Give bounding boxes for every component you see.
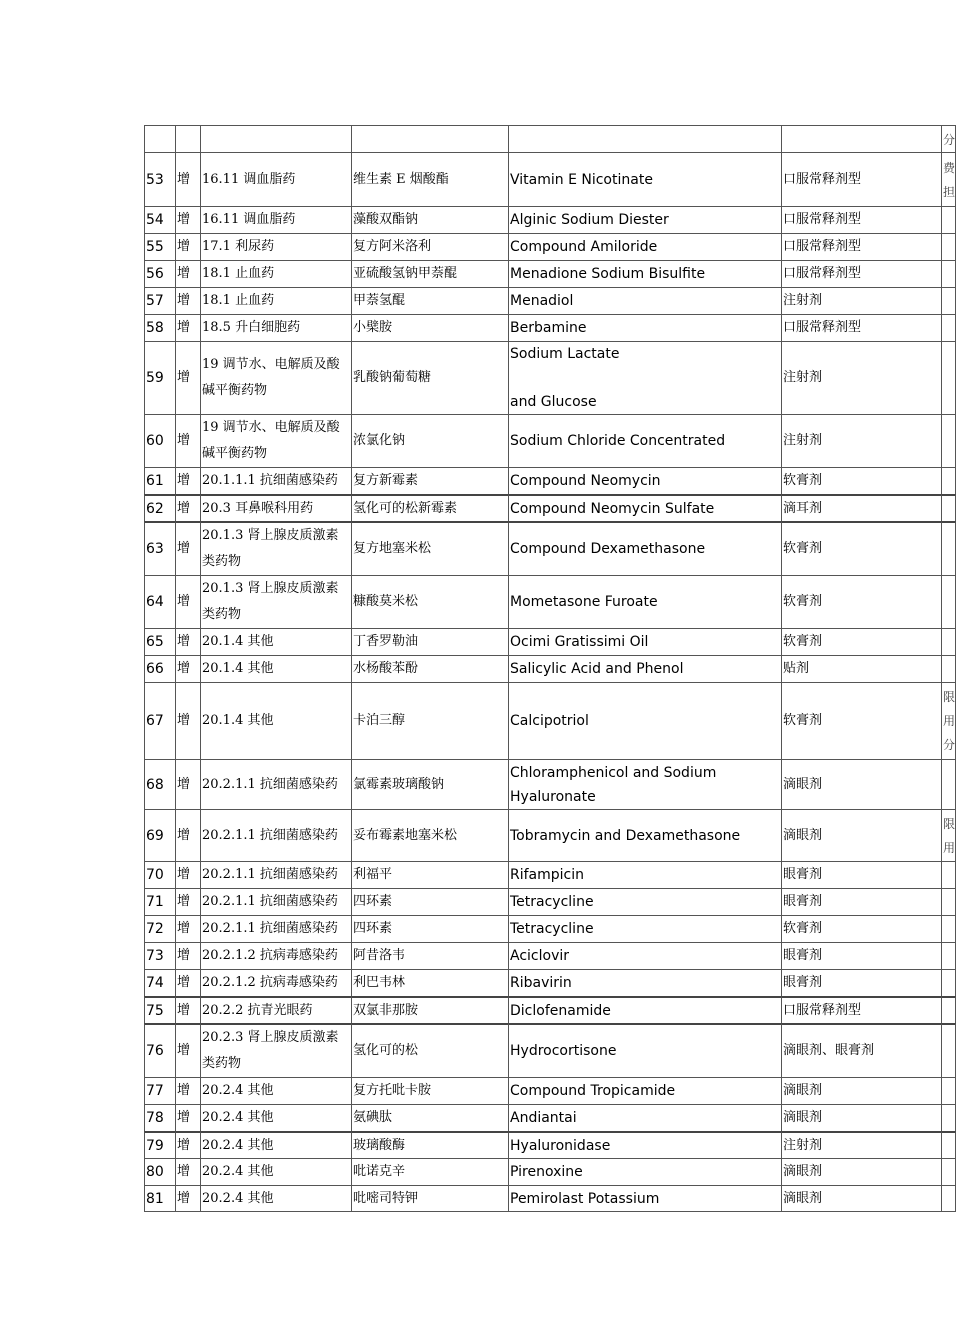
row-category-cell: 19 调节水、电解质及酸碱平衡药物: [200, 414, 351, 467]
row-name-cn-cell: 维生素 E 烟酸酯: [351, 152, 508, 206]
row-category-cell: 20.2.4 其他: [200, 1185, 351, 1212]
row-remark-cell: [941, 1077, 956, 1104]
row-category-cell: 20.2.1.1 抗细菌感染药: [200, 759, 351, 809]
row-category-cell: 20.2.1.2 抗病毒感染药: [200, 969, 351, 996]
row-no-cell: 60: [144, 414, 175, 467]
table-row: [144, 314, 956, 341]
row-remark-cell: [941, 759, 956, 809]
row-remark-cell: [941, 260, 956, 287]
row-form-cell: 滴眼剂: [781, 1185, 941, 1212]
row-form-cell: 眼膏剂: [781, 861, 941, 888]
row-category-cell: 20.1.4 其他: [200, 655, 351, 682]
table-row: [144, 152, 956, 206]
row-remark-cell: [941, 655, 956, 682]
row-no-cell: 76: [144, 1023, 175, 1077]
row-no-cell: 77: [144, 1077, 175, 1104]
row-name-en-cell: Tetracycline: [508, 915, 781, 942]
row-op-cell: 增: [175, 494, 200, 521]
row-form-cell: 口服常释剂型: [781, 152, 941, 206]
row-remark-cell: [941, 628, 956, 655]
row-op-cell: 增: [175, 1104, 200, 1131]
row-form-cell: 滴眼剂、眼膏剂: [781, 1023, 941, 1077]
table-row: [144, 467, 956, 494]
row-op-cell: 增: [175, 942, 200, 969]
row-category-cell: 20.2.1.2 抗病毒感染药: [200, 942, 351, 969]
row-name-en-cell: Berbamine: [508, 314, 781, 341]
row-form-cell: 口服常释剂型: [781, 314, 941, 341]
row-name-en-cell: Hyaluronidase: [508, 1131, 781, 1158]
row-no-cell: 81: [144, 1185, 175, 1212]
row-name-en-cell: Pirenoxine: [508, 1158, 781, 1185]
row-name-en-cell: Alginic Sodium Diester: [508, 206, 781, 233]
row-name-cn-cell: 氨碘肽: [351, 1104, 508, 1131]
header-no-cell: [144, 125, 175, 152]
row-category-cell: 20.2.4 其他: [200, 1104, 351, 1131]
row-name-en-cell: Sodium Chloride Concentrated: [508, 414, 781, 467]
row-op-cell: 增: [175, 414, 200, 467]
row-remark-cell: [941, 521, 956, 575]
row-name-cn-cell: 四环素: [351, 888, 508, 915]
row-op-cell: 增: [175, 260, 200, 287]
row-op-cell: 增: [175, 287, 200, 314]
row-name-cn-cell: 丁香罗勒油: [351, 628, 508, 655]
row-no-cell: 67: [144, 682, 175, 759]
row-no-cell: 57: [144, 287, 175, 314]
row-remark-cell: [941, 996, 956, 1023]
table-row: [144, 341, 956, 414]
row-op-cell: 增: [175, 233, 200, 260]
row-form-cell: 眼膏剂: [781, 969, 941, 996]
table-row: [144, 1131, 956, 1158]
row-no-cell: 65: [144, 628, 175, 655]
table-row: [144, 1077, 956, 1104]
row-name-cn-cell: 复方新霉素: [351, 467, 508, 494]
table-row: [144, 233, 956, 260]
row-op-cell: 增: [175, 996, 200, 1023]
row-op-cell: 增: [175, 467, 200, 494]
row-form-cell: 注射剂: [781, 287, 941, 314]
row-no-cell: 64: [144, 575, 175, 628]
table-row: [144, 1104, 956, 1131]
table-row: [144, 414, 956, 467]
row-op-cell: 增: [175, 1158, 200, 1185]
row-no-cell: 58: [144, 314, 175, 341]
header-remark-cell: 分: [941, 125, 956, 152]
row-name-cn-cell: 水杨酸苯酚: [351, 655, 508, 682]
row-category-cell: 20.1.4 其他: [200, 628, 351, 655]
row-remark-cell: 限用分: [941, 682, 956, 759]
table-row: [144, 888, 956, 915]
row-category-cell: 18.1 止血药: [200, 287, 351, 314]
row-form-cell: 眼膏剂: [781, 888, 941, 915]
row-remark-cell: [941, 888, 956, 915]
row-no-cell: 73: [144, 942, 175, 969]
row-remark-cell: [941, 1023, 956, 1077]
row-name-cn-cell: 双氯非那胺: [351, 996, 508, 1023]
row-remark-cell: [941, 1104, 956, 1131]
table-row: [144, 915, 956, 942]
row-name-cn-cell: 糠酸莫米松: [351, 575, 508, 628]
table-row: [144, 206, 956, 233]
row-name-cn-cell: 玻璃酸酶: [351, 1131, 508, 1158]
row-category-cell: 16.11 调血脂药: [200, 152, 351, 206]
row-remark-cell: [941, 414, 956, 467]
row-name-en-cell: Aciclovir: [508, 942, 781, 969]
row-form-cell: 注射剂: [781, 1131, 941, 1158]
row-op-cell: 增: [175, 628, 200, 655]
row-no-cell: 63: [144, 521, 175, 575]
row-no-cell: 74: [144, 969, 175, 996]
table-row: [144, 260, 956, 287]
table-row: [144, 575, 956, 628]
row-category-cell: 20.2.4 其他: [200, 1131, 351, 1158]
row-name-en-cell: Menadiol: [508, 287, 781, 314]
row-remark-cell: [941, 467, 956, 494]
row-form-cell: 贴剂: [781, 655, 941, 682]
table-row: [144, 1185, 956, 1212]
row-name-cn-cell: 氢化可的松: [351, 1023, 508, 1077]
drug-list-body: [144, 125, 956, 1212]
row-name-en-cell: Pemirolast Potassium: [508, 1185, 781, 1212]
row-no-cell: 70: [144, 861, 175, 888]
row-op-cell: 增: [175, 809, 200, 861]
row-name-cn-cell: 乳酸钠葡萄糖: [351, 341, 508, 414]
row-category-cell: 20.2.1.1 抗细菌感染药: [200, 809, 351, 861]
row-category-cell: 20.2.2 抗青光眼药: [200, 996, 351, 1023]
row-category-cell: 20.1.3 肾上腺皮质激素类药物: [200, 575, 351, 628]
row-no-cell: 80: [144, 1158, 175, 1185]
row-op-cell: 增: [175, 759, 200, 809]
row-name-cn-cell: 氯霉素玻璃酸钠: [351, 759, 508, 809]
row-name-en-cell: Tetracycline: [508, 888, 781, 915]
header-op-cell: [175, 125, 200, 152]
table-row: [144, 682, 956, 759]
row-name-en-cell: Vitamin E Nicotinate: [508, 152, 781, 206]
row-op-cell: 增: [175, 341, 200, 414]
row-name-cn-cell: 小檗胺: [351, 314, 508, 341]
row-form-cell: 滴眼剂: [781, 1077, 941, 1104]
row-category-cell: 19 调节水、电解质及酸碱平衡药物: [200, 341, 351, 414]
row-name-en-cell: Ocimi Gratissimi Oil: [508, 628, 781, 655]
row-name-cn-cell: 吡诺克辛: [351, 1158, 508, 1185]
row-name-cn-cell: 复方地塞米松: [351, 521, 508, 575]
row-name-en-cell: Compound Neomycin: [508, 467, 781, 494]
row-form-cell: 滴眼剂: [781, 759, 941, 809]
table-row: [144, 759, 956, 809]
row-name-cn-cell: 四环素: [351, 915, 508, 942]
row-remark-cell: [941, 915, 956, 942]
row-op-cell: 增: [175, 521, 200, 575]
header-form-cell: [781, 125, 941, 152]
row-no-cell: 66: [144, 655, 175, 682]
row-remark-cell: [941, 494, 956, 521]
row-op-cell: 增: [175, 1023, 200, 1077]
row-form-cell: 软膏剂: [781, 628, 941, 655]
row-category-cell: 20.2.4 其他: [200, 1077, 351, 1104]
row-no-cell: 56: [144, 260, 175, 287]
row-remark-cell: [941, 314, 956, 341]
row-category-cell: 20.3 耳鼻喉科用药: [200, 494, 351, 521]
row-no-cell: 78: [144, 1104, 175, 1131]
row-op-cell: 增: [175, 682, 200, 759]
row-name-cn-cell: 利巴韦林: [351, 969, 508, 996]
row-no-cell: 53: [144, 152, 175, 206]
row-form-cell: 注射剂: [781, 341, 941, 414]
row-no-cell: 75: [144, 996, 175, 1023]
row-remark-cell: [941, 1131, 956, 1158]
row-form-cell: 滴眼剂: [781, 1104, 941, 1131]
row-category-cell: 20.1.3 肾上腺皮质激素类药物: [200, 521, 351, 575]
row-name-en-cell: Compound Amiloride: [508, 233, 781, 260]
row-category-cell: 20.2.1.1 抗细菌感染药: [200, 888, 351, 915]
row-category-cell: 20.2.4 其他: [200, 1158, 351, 1185]
row-category-cell: 20.2.1.1 抗细菌感染药: [200, 861, 351, 888]
row-op-cell: 增: [175, 1077, 200, 1104]
row-op-cell: 增: [175, 1185, 200, 1212]
row-op-cell: 增: [175, 969, 200, 996]
table-row: [144, 942, 956, 969]
row-op-cell: 增: [175, 915, 200, 942]
row-name-en-cell: Salicylic Acid and Phenol: [508, 655, 781, 682]
row-name-cn-cell: 阿昔洛韦: [351, 942, 508, 969]
row-op-cell: 增: [175, 888, 200, 915]
row-name-en-cell: Ribavirin: [508, 969, 781, 996]
drug-list-table: [144, 125, 956, 1212]
row-form-cell: 口服常释剂型: [781, 206, 941, 233]
table-row: [144, 969, 956, 996]
row-category-cell: 20.2.1.1 抗细菌感染药: [200, 915, 351, 942]
row-no-cell: 79: [144, 1131, 175, 1158]
table-row: [144, 521, 956, 575]
row-no-cell: 54: [144, 206, 175, 233]
row-name-en-cell: Calcipotriol: [508, 682, 781, 759]
row-name-en-cell: Rifampicin: [508, 861, 781, 888]
row-category-cell: 20.2.3 肾上腺皮质激素类药物: [200, 1023, 351, 1077]
table-row: [144, 1023, 956, 1077]
row-form-cell: 口服常释剂型: [781, 233, 941, 260]
row-name-en-cell: Sodium Lactate and Glucose: [508, 341, 781, 414]
row-form-cell: 口服常释剂型: [781, 996, 941, 1023]
row-name-en-cell: Menadione Sodium Bisulfite: [508, 260, 781, 287]
row-name-cn-cell: 复方托吡卡胺: [351, 1077, 508, 1104]
header-category-cell: [200, 125, 351, 152]
table-row: [144, 628, 956, 655]
row-category-cell: 20.1.4 其他: [200, 682, 351, 759]
row-no-cell: 55: [144, 233, 175, 260]
row-form-cell: 口服常释剂型: [781, 260, 941, 287]
row-no-cell: 68: [144, 759, 175, 809]
row-remark-cell: [941, 942, 956, 969]
row-category-cell: 20.1.1.1 抗细菌感染药: [200, 467, 351, 494]
row-form-cell: 软膏剂: [781, 575, 941, 628]
header-name-en-cell: [508, 125, 781, 152]
table-header-row: [144, 125, 956, 152]
row-op-cell: 增: [175, 655, 200, 682]
row-remark-cell: [941, 1185, 956, 1212]
row-category-cell: 16.11 调血脂药: [200, 206, 351, 233]
table-row: [144, 996, 956, 1023]
row-name-cn-cell: 卡泊三醇: [351, 682, 508, 759]
row-op-cell: 增: [175, 861, 200, 888]
row-name-cn-cell: 利福平: [351, 861, 508, 888]
table-row: [144, 655, 956, 682]
row-name-en-cell: Mometasone Furoate: [508, 575, 781, 628]
row-name-cn-cell: 浓氯化钠: [351, 414, 508, 467]
row-op-cell: 增: [175, 1131, 200, 1158]
table-row: [144, 1158, 956, 1185]
table-row: [144, 494, 956, 521]
row-name-cn-cell: 甲萘氢醌: [351, 287, 508, 314]
row-no-cell: 61: [144, 467, 175, 494]
table-row: [144, 861, 956, 888]
row-category-cell: 17.1 利尿药: [200, 233, 351, 260]
row-name-en-cell: Tobramycin and Dexamethasone: [508, 809, 781, 861]
row-remark-cell: [941, 1158, 956, 1185]
row-no-cell: 69: [144, 809, 175, 861]
table-row: [144, 287, 956, 314]
row-name-cn-cell: 亚硫酸氢钠甲萘醌: [351, 260, 508, 287]
row-remark-cell: 费担: [941, 152, 956, 206]
row-form-cell: 滴耳剂: [781, 494, 941, 521]
row-category-cell: 18.5 升白细胞药: [200, 314, 351, 341]
row-name-en-cell: Diclofenamide: [508, 996, 781, 1023]
row-name-cn-cell: 妥布霉素地塞米松: [351, 809, 508, 861]
row-remark-cell: [941, 969, 956, 996]
row-remark-cell: [941, 206, 956, 233]
row-form-cell: 软膏剂: [781, 915, 941, 942]
row-form-cell: 软膏剂: [781, 682, 941, 759]
row-form-cell: 滴眼剂: [781, 1158, 941, 1185]
row-no-cell: 72: [144, 915, 175, 942]
row-no-cell: 59: [144, 341, 175, 414]
row-name-en-cell: Compound Neomycin Sulfate: [508, 494, 781, 521]
row-name-en-cell: Compound Dexamethasone: [508, 521, 781, 575]
table-row: [144, 809, 956, 861]
row-name-cn-cell: 藻酸双酯钠: [351, 206, 508, 233]
row-remark-cell: [941, 861, 956, 888]
row-name-en-cell: Chloramphenicol and Sodium Hyaluronate: [508, 759, 781, 809]
drug-list-table-wrapper: [144, 125, 956, 1212]
row-op-cell: 增: [175, 575, 200, 628]
row-no-cell: 71: [144, 888, 175, 915]
row-form-cell: 眼膏剂: [781, 942, 941, 969]
row-name-en-cell: Hydrocortisone: [508, 1023, 781, 1077]
row-form-cell: 注射剂: [781, 414, 941, 467]
row-remark-cell: [941, 341, 956, 414]
row-name-cn-cell: 吡嘧司特钾: [351, 1185, 508, 1212]
row-remark-cell: [941, 287, 956, 314]
row-form-cell: 软膏剂: [781, 521, 941, 575]
row-no-cell: 62: [144, 494, 175, 521]
row-remark-cell: [941, 233, 956, 260]
row-name-cn-cell: 复方阿米洛利: [351, 233, 508, 260]
row-op-cell: 增: [175, 152, 200, 206]
row-op-cell: 增: [175, 314, 200, 341]
row-remark-cell: 限用: [941, 809, 956, 861]
row-name-en-cell: Compound Tropicamide: [508, 1077, 781, 1104]
row-category-cell: 18.1 止血药: [200, 260, 351, 287]
row-name-en-cell: Andiantai: [508, 1104, 781, 1131]
row-name-cn-cell: 氢化可的松新霉素: [351, 494, 508, 521]
row-remark-cell: [941, 575, 956, 628]
row-form-cell: 软膏剂: [781, 467, 941, 494]
header-name-cn-cell: [351, 125, 508, 152]
row-form-cell: 滴眼剂: [781, 809, 941, 861]
row-op-cell: 增: [175, 206, 200, 233]
